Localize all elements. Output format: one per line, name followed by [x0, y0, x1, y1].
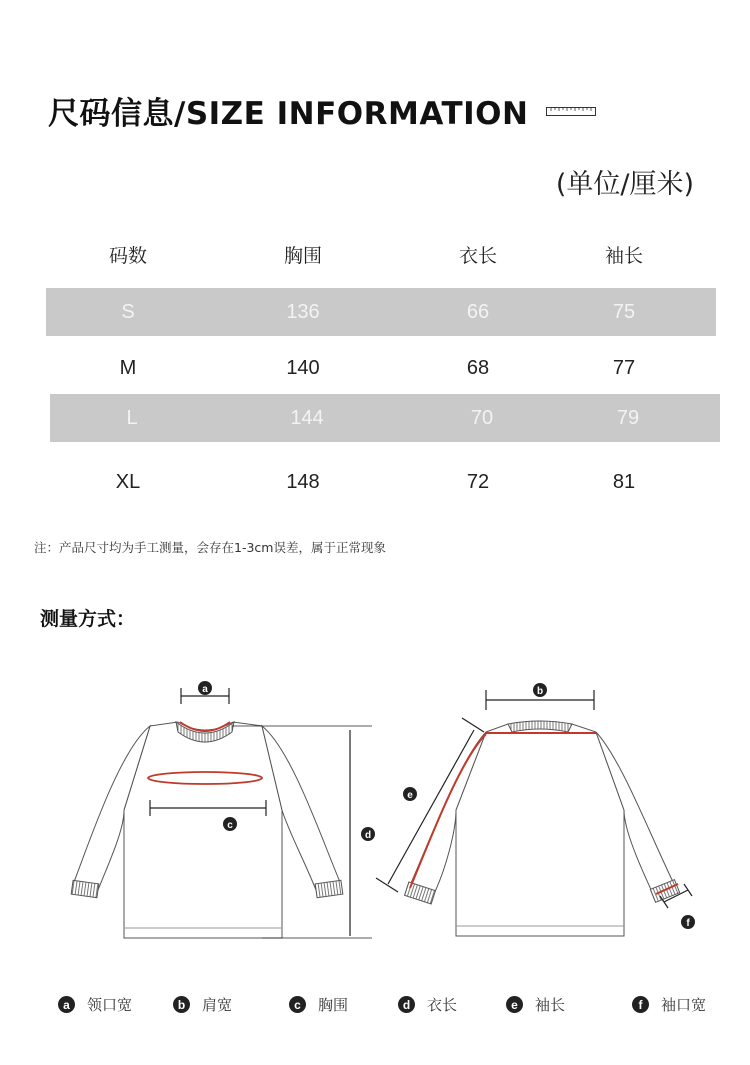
ruler-icon — [546, 104, 596, 118]
table-header-row — [46, 230, 716, 278]
svg-text:d: d — [364, 830, 372, 841]
length-cell: 70 — [470, 406, 494, 429]
marker-d-icon — [361, 827, 375, 841]
svg-text:f: f — [686, 918, 690, 929]
length-cell: 72 — [466, 470, 490, 493]
back-shirt-drawing — [405, 721, 680, 936]
svg-text:a: a — [202, 684, 208, 695]
length-cell: 66 — [466, 300, 490, 323]
table-row — [46, 458, 716, 506]
table-row — [46, 288, 716, 336]
size-cell: L — [126, 406, 138, 429]
measurement-diagram — [0, 660, 750, 960]
page-title: 尺码信息/SIZE INFORMATION — [48, 96, 529, 132]
legend-item — [289, 994, 348, 1015]
legend-item — [506, 994, 565, 1015]
sleeve-cell: 79 — [616, 406, 640, 429]
marker-f-icon — [681, 915, 695, 929]
unit-label: (单位/厘米) — [555, 169, 694, 200]
marker-b-badge: b — [173, 996, 190, 1013]
legend-label: 领口宽 — [87, 996, 133, 1014]
table-row — [46, 344, 716, 392]
marker-c-badge: c — [289, 996, 306, 1013]
chest-cell: 144 — [290, 406, 324, 429]
marker-a-icon — [198, 681, 212, 695]
length-cell: 68 — [466, 356, 490, 379]
column-header: 胸围 — [283, 244, 322, 267]
method-heading: 测量方式： — [40, 608, 136, 630]
legend-label: 袖口宽 — [661, 996, 707, 1014]
legend-label: 肩宽 — [202, 996, 233, 1014]
marker-e-icon — [403, 787, 417, 801]
marker-f-badge: f — [632, 996, 649, 1013]
legend-item — [398, 994, 457, 1015]
sleeve-cell: 81 — [612, 470, 636, 493]
front-shirt-drawing — [71, 722, 343, 938]
size-cell: XL — [115, 470, 141, 493]
marker-a-badge: a — [58, 996, 75, 1013]
marker-d-badge: d — [398, 996, 415, 1013]
column-header: 码数 — [108, 244, 147, 267]
legend-item — [173, 994, 232, 1015]
legend-label: 衣长 — [427, 996, 458, 1014]
svg-text:e: e — [407, 790, 413, 801]
table-row — [50, 394, 720, 442]
marker-e-badge: e — [506, 996, 523, 1013]
chest-cell: 148 — [286, 470, 320, 493]
measurement-legend — [0, 994, 750, 1022]
marker-b-icon — [533, 683, 547, 697]
size-cell: M — [119, 356, 137, 379]
legend-item — [632, 994, 706, 1015]
sleeve-cell: 77 — [612, 356, 636, 379]
legend-label: 胸围 — [318, 996, 349, 1014]
marker-c-icon — [223, 817, 237, 831]
svg-text:b: b — [536, 686, 544, 697]
chest-cell: 140 — [286, 356, 320, 379]
legend-label: 袖长 — [535, 996, 566, 1014]
column-header: 衣长 — [458, 244, 497, 267]
title-block — [48, 88, 596, 133]
column-header: 袖长 — [604, 244, 643, 267]
measurement-note: 注：产品尺寸均为手工测量，会存在1-3cm误差，属于正常现象 — [34, 540, 386, 555]
chest-cell: 136 — [286, 300, 320, 323]
legend-item — [58, 994, 132, 1015]
size-cell: S — [121, 300, 135, 323]
svg-text:c: c — [227, 820, 233, 831]
sleeve-cell: 75 — [612, 300, 636, 323]
